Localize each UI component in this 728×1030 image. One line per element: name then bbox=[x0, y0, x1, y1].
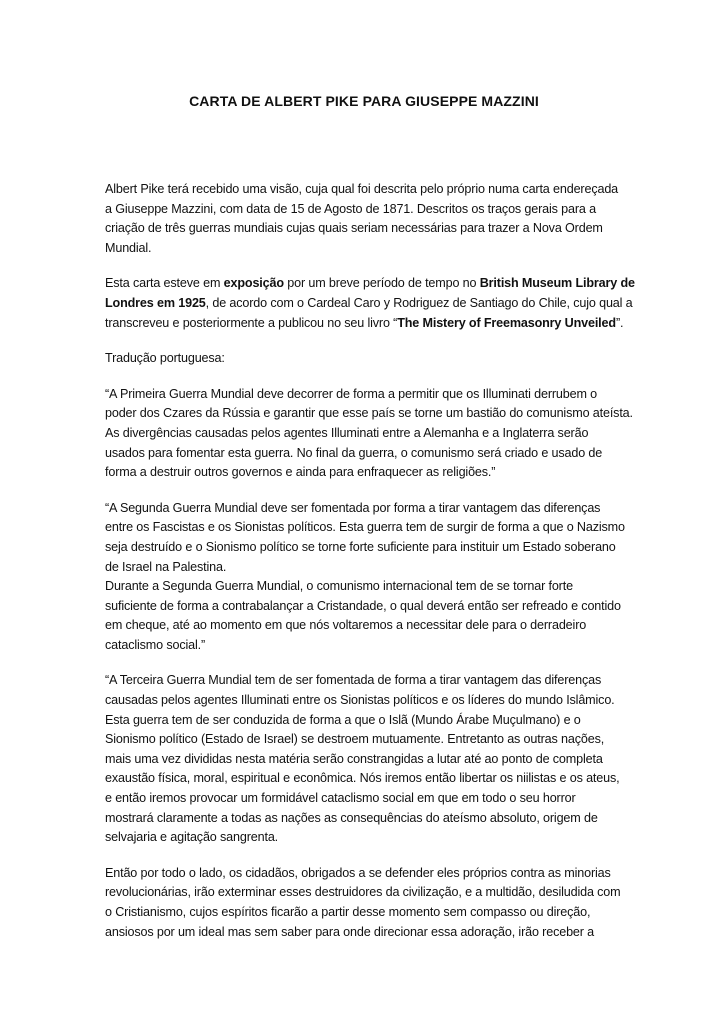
text-line bbox=[105, 691, 633, 711]
text-run: “A Segunda Guerra Mundial deve ser fomentada por forma a tirar vantagem das diferenças bbox=[105, 500, 601, 515]
text-run: criação de três guerras mundiais cujas quais seriam necessárias para trazer a Nova Ordem bbox=[105, 221, 603, 236]
text-line bbox=[105, 200, 633, 220]
text-line bbox=[105, 923, 633, 943]
text-line bbox=[105, 789, 633, 809]
bold-text: exposição bbox=[223, 276, 284, 291]
text-run: Então por todo o lado, os cidadãos, obrigados a se defender eles próprios contra as minorias bbox=[105, 865, 611, 880]
text-line bbox=[105, 671, 633, 691]
text-run: ansiosos por um ideal mas sem saber para onde direcionar essa adoração, irão receber a bbox=[105, 924, 595, 939]
text-line bbox=[105, 499, 633, 519]
text-run: Tradução portuguesa: bbox=[105, 351, 225, 366]
text-line bbox=[105, 730, 633, 750]
bold-text: Londres em 1925 bbox=[105, 295, 206, 310]
paragraph bbox=[105, 180, 633, 258]
text-line bbox=[105, 239, 633, 259]
text-run: Esta guerra tem de ser conduzida de forma a que o Islã (Mundo Árabe Muçulmano) e o bbox=[105, 712, 581, 727]
bold-text: The Mistery of Freemasonry Unveiled bbox=[397, 315, 616, 330]
text-run: Albert Pike terá recebido uma visão, cuja qual foi descrita pelo próprio numa carta endereçada bbox=[105, 182, 619, 196]
text-run: usados para fomentar esta guerra. No final da guerra, o comunismo será criado e usado de bbox=[105, 445, 603, 460]
paragraph bbox=[105, 274, 633, 333]
text-line bbox=[105, 750, 633, 770]
text-run: a Giuseppe Mazzini, com data de 15 de Agosto de 1871. Descritos os traços gerais para a bbox=[105, 201, 596, 216]
document-title: CARTA DE ALBERT PIKE PARA GIUSEPPE MAZZINI bbox=[189, 93, 539, 109]
text-line bbox=[105, 424, 633, 444]
text-run: mais uma vez divididas nesta matéria serão constrangidas a lutar até ao ponto de completa bbox=[105, 751, 603, 766]
text-line bbox=[105, 711, 633, 731]
text-run: exaustão física, moral, espiritual e econômica. Nós iremos então libertar os niilistas e os ateus, bbox=[105, 771, 620, 786]
text-line bbox=[105, 349, 633, 369]
text-line bbox=[105, 558, 633, 578]
text-line bbox=[105, 577, 633, 597]
text-run: suficiente de forma a contrabalançar a Cristandade, o qual deverá então ser refreado e contido bbox=[105, 598, 621, 613]
text-line bbox=[105, 636, 633, 656]
paragraph bbox=[105, 499, 633, 656]
text-line bbox=[105, 864, 633, 884]
paragraph bbox=[105, 385, 633, 483]
text-run: cataclismo social.” bbox=[105, 637, 206, 652]
text-run: revolucionárias, irão exterminar esses destruidores da civilização, e a multidão, desiludida com bbox=[105, 885, 621, 900]
text-run: seja destruído e o Sionismo político se torne forte suficiente para instituir um Estado soberano bbox=[105, 539, 616, 554]
text-run: Esta carta esteve em bbox=[105, 276, 224, 291]
document-body bbox=[105, 180, 633, 958]
text-line bbox=[105, 294, 633, 314]
text-run: poder dos Czares da Rússia e garantir que esse país se torne um bastião do comunismo ateísta. bbox=[105, 406, 633, 421]
text-run: o Cristianismo, cujos espíritos ficarão a partir desse momento sem compasso ou direção, bbox=[105, 905, 591, 919]
text-run: , de acordo com o Cardeal Caro y Rodriguez de Santiago do Chile, cujo qual a bbox=[205, 295, 633, 310]
text-line bbox=[105, 385, 633, 405]
text-line bbox=[105, 219, 633, 239]
bold-text: British Museum Library de bbox=[479, 276, 635, 291]
text-run: mostrará claramente a todas as nações as consequências do ateísmo absoluto, origem de bbox=[105, 810, 598, 825]
text-run: entre os Fascistas e os Sionistas políticos. Esta guerra tem de surgir de forma a que o Nazismo bbox=[105, 520, 625, 535]
paragraph bbox=[105, 349, 633, 369]
text-run: As divergências causadas pelos agentes Illuminati entre a Alemanha e a Inglaterra serão bbox=[105, 425, 589, 440]
text-line bbox=[105, 597, 633, 617]
text-line bbox=[105, 180, 633, 200]
text-line bbox=[105, 314, 633, 334]
text-line bbox=[105, 616, 633, 636]
text-line bbox=[105, 404, 633, 424]
text-run: de Israel na Palestina. bbox=[105, 559, 227, 574]
text-run: transcreveu e posteriormente a publicou no seu livro “ bbox=[105, 315, 398, 330]
paragraph bbox=[105, 671, 633, 847]
paragraph bbox=[105, 864, 633, 942]
text-line bbox=[105, 538, 633, 558]
text-run: por um breve período de tempo no bbox=[283, 276, 480, 291]
text-run: Sionismo político (Estado de Israel) se destroem mutuamente. Entretanto as outras nações, bbox=[105, 732, 605, 747]
text-run: causadas pelos agentes Illuminati entre os Sionistas políticos e os líderes do mundo Islâmico. bbox=[105, 693, 615, 708]
text-run: selvajaria e agitação sangrenta. bbox=[105, 830, 279, 845]
text-run: ”. bbox=[615, 315, 624, 330]
text-line bbox=[105, 274, 633, 294]
text-line bbox=[105, 809, 633, 829]
text-line bbox=[105, 463, 633, 483]
text-line bbox=[105, 883, 633, 903]
text-run: em cheque, até ao momento em que nós voltaremos a necessitar dele para o derradeiro bbox=[105, 618, 587, 633]
text-line bbox=[105, 444, 633, 464]
text-run: “A Terceira Guerra Mundial tem de ser fomentada de forma a tirar vantagem das diferenças bbox=[105, 673, 602, 688]
text-line bbox=[105, 518, 633, 538]
text-run: e então iremos provocar um formidável cataclismo social em que em todo o seu horror bbox=[105, 791, 576, 806]
text-run: Durante a Segunda Guerra Mundial, o comunismo internacional tem de se tornar forte bbox=[105, 579, 573, 594]
text-run: “A Primeira Guerra Mundial deve decorrer de forma a permitir que os Illuminati derrubem o bbox=[105, 386, 598, 401]
text-line bbox=[105, 828, 633, 848]
text-run: Mundial. bbox=[105, 240, 152, 255]
text-run: forma a destruir outros governos e ainda para enfraquecer as religiões.” bbox=[105, 465, 496, 480]
text-line bbox=[105, 903, 633, 923]
text-line bbox=[105, 769, 633, 789]
